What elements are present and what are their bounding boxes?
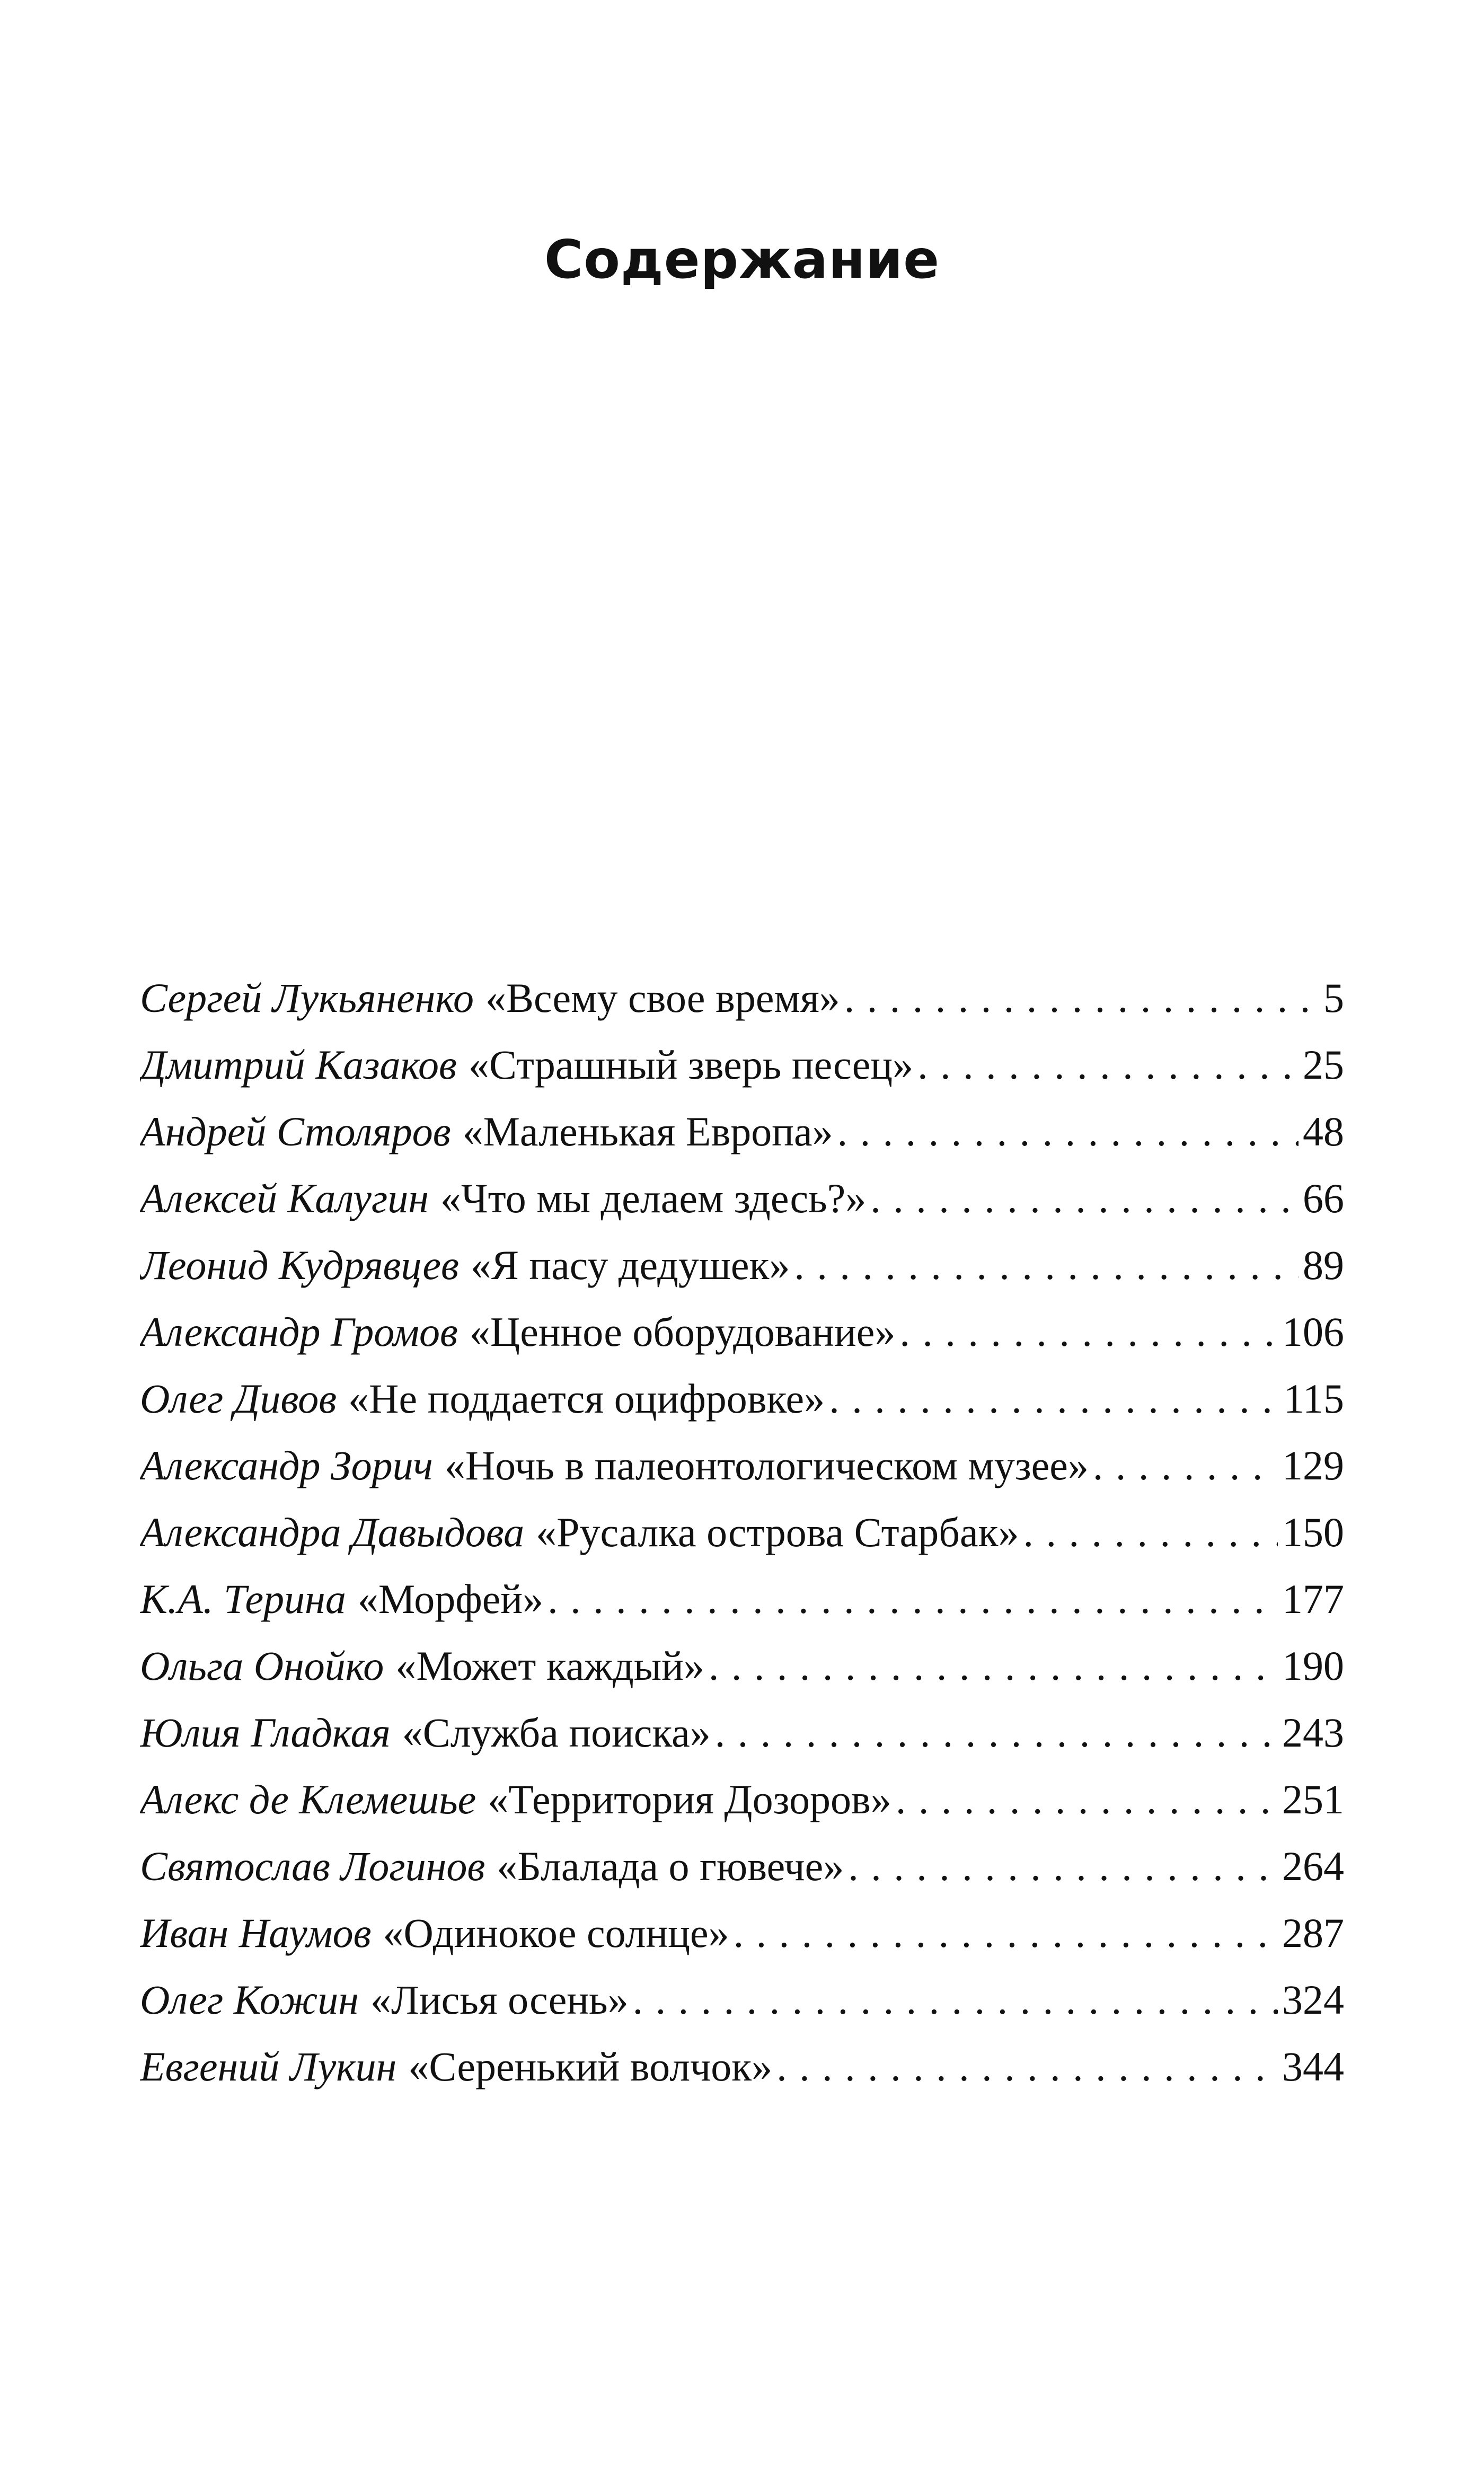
table-of-contents (140, 965, 1344, 2100)
toc-author: Андрей Столяров (140, 1108, 451, 1154)
toc-page-number: 264 (1282, 1843, 1344, 1889)
toc-entry (140, 1232, 1344, 1299)
toc-dot-leader (1023, 1499, 1278, 1566)
toc-page-number: 243 (1282, 1709, 1344, 1756)
toc-entry (140, 1900, 1344, 1967)
toc-dot-leader (794, 1232, 1298, 1299)
toc-entry (140, 1566, 1344, 1633)
toc-dot-leader (547, 1566, 1278, 1633)
toc-page-number: 251 (1282, 1776, 1344, 1822)
toc-author: Евгений Лукин (140, 2043, 397, 2090)
toc-title: «Служба поиска» (402, 1709, 711, 1756)
toc-dot-leader (709, 1633, 1278, 1699)
toc-dot-leader (1093, 1432, 1278, 1499)
toc-author: Алекс де Клемешье (140, 1776, 476, 1822)
toc-title: «Русалка острова Старбак» (536, 1509, 1019, 1555)
toc-title: «Ценное оборудование» (469, 1309, 896, 1355)
toc-entry (140, 1299, 1344, 1365)
toc-page-number: 48 (1303, 1108, 1344, 1154)
toc-title: «Серенький волчок» (408, 2043, 773, 2090)
toc-page-number: 25 (1303, 1042, 1344, 1088)
toc-title: «Одинокое солнце» (383, 1910, 729, 1956)
toc-title: «Морфей» (357, 1576, 544, 1622)
toc-title: «Может каждый» (395, 1643, 704, 1689)
toc-entry (140, 1165, 1344, 1232)
toc-dot-leader (715, 1699, 1278, 1766)
toc-entry (140, 1032, 1344, 1098)
toc-author: Ольга Онойко (140, 1643, 384, 1689)
toc-page-number: 106 (1282, 1309, 1344, 1355)
toc-page-number: 190 (1282, 1643, 1344, 1689)
toc-dot-leader (776, 2033, 1278, 2100)
toc-author: Александр Зорич (140, 1442, 433, 1488)
toc-title: «Территория Дозоров» (488, 1776, 891, 1822)
toc-title: «Не поддается оцифровке» (348, 1376, 825, 1422)
toc-author: Юлия Гладкая (140, 1709, 391, 1756)
toc-page-number: 324 (1282, 1977, 1344, 2023)
toc-title: «Что мы делаем здесь?» (440, 1175, 867, 1221)
toc-title: «Я пасу дедушек» (470, 1242, 790, 1288)
toc-author: Леонид Кудрявцев (140, 1242, 459, 1288)
toc-entry (140, 1833, 1344, 1900)
toc-page-number: 177 (1282, 1576, 1344, 1622)
toc-title: «Всему свое время» (485, 975, 840, 1021)
toc-author: Алексей Калугин (140, 1175, 429, 1221)
toc-page-number: 66 (1303, 1175, 1344, 1221)
toc-page-number: 287 (1282, 1910, 1344, 1956)
toc-dot-leader (837, 1098, 1298, 1165)
toc-entry (140, 1699, 1344, 1766)
toc-author: Олег Кожин (140, 1977, 359, 2023)
toc-page-number: 129 (1282, 1442, 1344, 1488)
page-title: Содержание (544, 228, 940, 290)
toc-author: Дмитрий Казаков (140, 1042, 457, 1088)
toc-dot-leader (899, 1299, 1278, 1365)
toc-page-number: 5 (1323, 975, 1344, 1021)
toc-dot-leader (896, 1766, 1278, 1833)
toc-entry (140, 1098, 1344, 1165)
toc-entry (140, 1766, 1344, 1833)
toc-title: «Блалада о гювече» (497, 1843, 844, 1889)
toc-author: Александра Давыдова (140, 1509, 525, 1555)
toc-dot-leader (734, 1900, 1278, 1967)
toc-author: Иван Наумов (140, 1910, 372, 1956)
toc-title: «Страшный зверь песец» (468, 1042, 914, 1088)
toc-dot-leader (829, 1365, 1279, 1432)
toc-author: Сергей Лукьяненко (140, 975, 474, 1021)
toc-title: «Лисья осень» (370, 1977, 629, 2023)
toc-page-number: 150 (1282, 1509, 1344, 1555)
toc-entry (140, 1432, 1344, 1499)
toc-author: Олег Дивов (140, 1376, 337, 1422)
toc-title: «Маленькая Европа» (462, 1108, 833, 1154)
toc-page-number: 344 (1282, 2043, 1344, 2090)
toc-dot-leader (870, 1165, 1298, 1232)
toc-entry (140, 1633, 1344, 1699)
toc-entry (140, 965, 1344, 1032)
toc-dot-leader (848, 1833, 1278, 1900)
toc-entry (140, 1365, 1344, 1432)
toc-dot-leader (633, 1967, 1278, 2033)
toc-entry (140, 1499, 1344, 1566)
toc-title: «Ночь в палеонтологическом музее» (444, 1442, 1089, 1488)
toc-dot-leader (844, 965, 1319, 1032)
toc-author: Александр Громов (140, 1309, 458, 1355)
toc-author: Святослав Логинов (140, 1843, 485, 1889)
toc-dot-leader (917, 1032, 1298, 1098)
toc-page-number: 115 (1283, 1376, 1344, 1422)
toc-entry (140, 2033, 1344, 2100)
toc-entry (140, 1967, 1344, 2033)
toc-author: К.А. Терина (140, 1576, 346, 1622)
toc-page-number: 89 (1303, 1242, 1344, 1288)
